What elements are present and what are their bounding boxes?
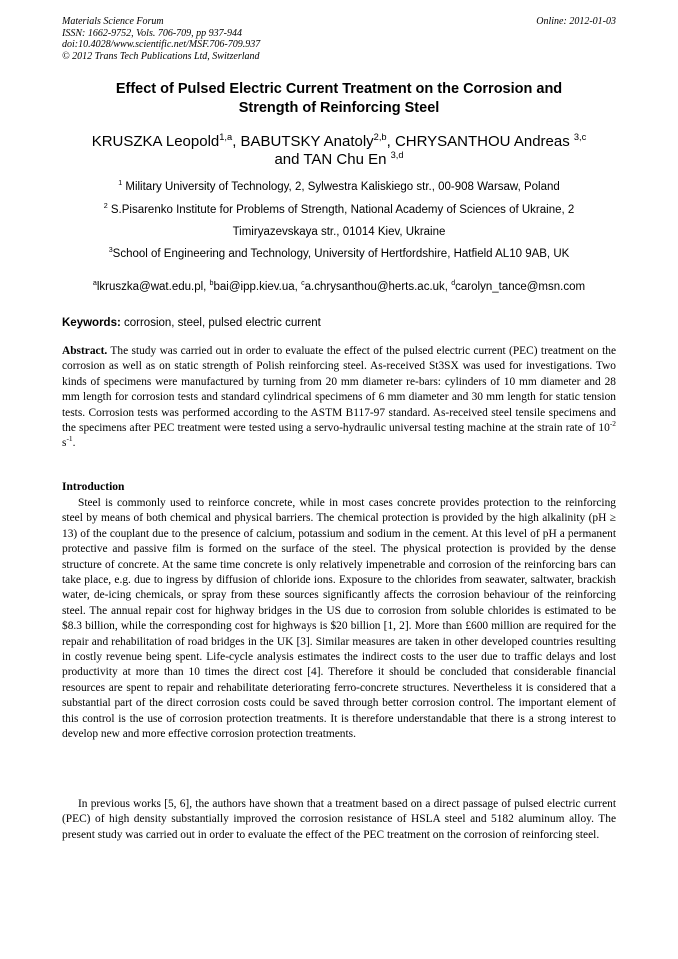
email-d-sup: d <box>451 279 456 288</box>
affiliation-1-text: Military University of Technology, 2, Sylwestra Kaliskiego str., 00-908 Warsaw, Poland <box>122 181 560 193</box>
title-line-2: Strength of Reinforcing Steel <box>238 100 440 116</box>
author-line-1 <box>62 133 616 151</box>
abstract <box>62 344 616 452</box>
affiliation-3 <box>62 243 616 265</box>
abstract-text: The study was carried out in order to evaluate the effect of the pulsed electric current (PEC) treatment on the corrosion as well as on static strength of Polish reinforcing steel. As-received St3SX was used for investigations. Two kinds of specimens were manufactured by turning from 20 mm diameter re-bars: cylinders of 10 mm diameter and 28 mm length for corrosion tests and standard cylindrical specimens of 6 mm diameter and 30 mm length for static tension tests. Corrosion tests was performed according to the ASTM B117-97 standard. As-received steel tensile specimens and the specimens after PEC treatment were tested using a servo-hydraulic universal testing machine at the strain rate of 10 <box>62 345 616 435</box>
keywords-label: Keywords: <box>62 317 121 329</box>
author-2-sup: 2,b <box>373 132 387 142</box>
introduction-heading: Introduction <box>62 481 125 493</box>
copyright-line: © 2012 Trans Tech Publications Ltd, Switzerland <box>62 50 260 62</box>
paper-title <box>62 80 616 118</box>
abstract-unit: s <box>62 437 67 450</box>
journal-name: Materials Science Forum <box>62 16 164 27</box>
author-1-sup: 1,a <box>219 132 233 142</box>
affiliation-2-line-2: Timiryazevskaya str., 01014 Kiev, Ukraine <box>232 226 446 238</box>
author-line-2 <box>62 151 616 169</box>
author-3: , CHRYSANTHOU Andreas <box>386 133 574 150</box>
issn-line: ISSN: 1662-9752, Vols. 706-709, pp 937-944 <box>62 27 242 39</box>
author-1: KRUSZKA Leopold <box>91 133 220 150</box>
affiliation-2-text: S.Pisarenko Institute for Problems of Strength, National Academy of Sciences of Ukraine, 2 <box>107 204 575 216</box>
affiliation-3-text: School of Engineering and Technology, University of Hertfordshire, Hatfield AL10 9AB, UK <box>112 248 570 260</box>
keywords <box>62 315 616 331</box>
author-3-sup: 3,c <box>573 132 587 142</box>
email-a-sup: a <box>92 279 97 288</box>
introduction-paragraph-1: Steel is commonly used to reinforce concrete, while in most cases concrete provides protection to the reinforcing steel by means of both chemical and physical barriers. The chemical protection is provided by the high alkalinity (pH ≥ 13) of the couplant due to the presence of calcium, potassium and sodium in the cement. At this level of pH a permanent protective and passive film is formed on the surface of the steel. The physical protection is provided by the dense structure of concrete. At the same time concrete is only relatively impenetrable and corrosion of the reinforcing bars can take place, e.g. due to ingress by diffusion of chloride ions. Exposure to the chlorides from seawater, saltwater, brackish water, de-icing chemicals, or spray from these sources significantly affects the corrosion behaviour of the reinforcing steel. The annual repair cost for highway bridges in the US due to corrosion from soluble chlorides is estimated to be $8.3 billion, while the corresponding cost for highways is $20 billion [1, 2]. More than £600 million are required for the repair and rehabilitation of road bridges in the UK [3]. Similar measures are taken in other developed countries resulting in costly revenue being spent. Life-cycle analysis estimates the indirect costs to the user due to traffic delays and lost productivity at more than 10 times the direct cost [4]. Therefore it should be concluded that considerable financial resources are spent to repair and rehabilitate deteriorating ferro-concrete structures. Nevertheless it is considered that a substantial part of the direct corrosion costs could be saved through better corrosion control. The important element of this control is the use of corrosion protection treatments. It is therefore understandable that there is a strong interest to develop new and more effective corrosion protection treatments. <box>62 497 616 741</box>
email-a: lkruszka@wat.edu.pl, <box>96 281 210 293</box>
affiliation-1-sup: 1 <box>118 179 123 188</box>
email-c: a.chrysanthou@herts.ac.uk, <box>304 281 452 293</box>
affiliation-3-sup: 3 <box>108 246 113 255</box>
abstract-exp-2: -1 <box>66 434 73 444</box>
email-d: carolyn_tance@msn.com <box>455 281 586 293</box>
journal-header <box>62 16 616 62</box>
abstract-label: Abstract. <box>62 345 108 357</box>
affiliation-2 <box>62 199 616 243</box>
author-emails <box>62 279 616 295</box>
keywords-text: corrosion, steel, pulsed electric current <box>120 317 321 329</box>
author-4-sup: 3,d <box>390 150 404 160</box>
introduction-paragraph-2: In previous works [5, 6], the authors have shown that a treatment based on a direct passage of pulsed electric current (PEC) of high density substantially improved the corrosion resistance of HSLA steel and 5182 aluminum alloy. The present study was carried out in order to evaluate the effect of the PEC treatment on the corrosion of reinforcing steel. <box>62 798 616 841</box>
affiliation-2-line-1 <box>62 199 616 221</box>
abstract-exp-1: -2 <box>609 419 616 429</box>
email-b: bai@ipp.kiev.ua, <box>213 281 302 293</box>
author-list <box>62 133 616 169</box>
doi-line: doi:10.4028/www.scientific.net/MSF.706-709.937 <box>62 39 261 51</box>
title-line-1: Effect of Pulsed Electric Current Treatment on the Corrosion and <box>115 81 563 97</box>
email-c-sup: c <box>301 279 305 288</box>
affiliation-2-sup: 2 <box>103 202 108 211</box>
affiliation-1 <box>62 176 616 198</box>
online-date: Online: 2012-01-03 <box>536 16 616 27</box>
abstract-end: . <box>72 437 76 450</box>
author-4: and TAN Chu En <box>274 151 391 168</box>
email-b-sup: b <box>209 279 214 288</box>
author-2: , BABUTSKY Anatoly <box>232 133 374 150</box>
